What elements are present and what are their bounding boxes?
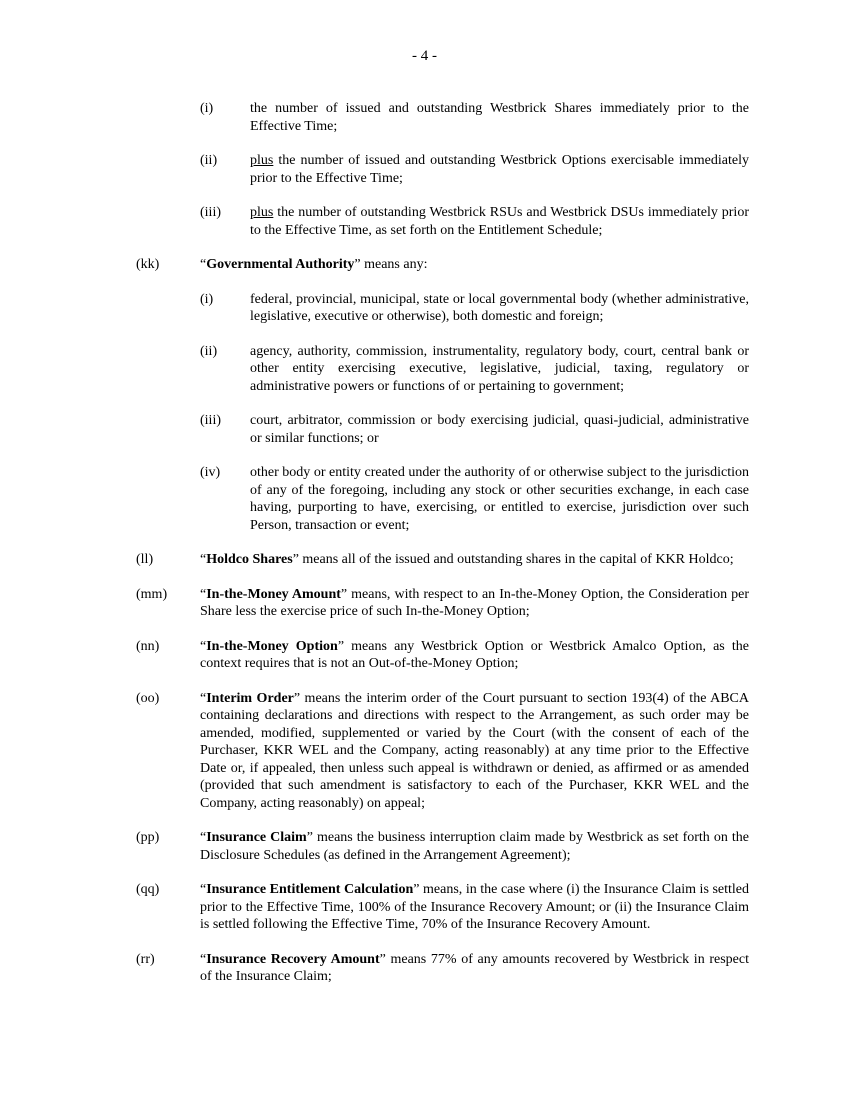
definition-qq bbox=[0, 881, 849, 934]
definition-label: (oo) bbox=[136, 690, 160, 706]
definition-text: “Interim Order” means the interim order of the Court pursuant to section 193(4) of the ABCA containing declarations and directions with respect to the Arrangement, as such order may be amended, modified, supplemented or varied by the Court (with the consent of each of the Purchaser, KKR WEL and the Company, acting reasonably) at any time prior to the Effective Date or, if appealed, then unless such appeal is withdrawn or denied, as affirmed or as amended (provided that such amendment is satisfactory to each of the Purchaser, KKR WEL and the Company, acting reasonably) on appeal; bbox=[200, 690, 749, 811]
subitem-label: (ii) bbox=[200, 153, 218, 168]
top-subitem-ii bbox=[0, 152, 849, 187]
defined-term: In-the-Money Option bbox=[206, 638, 338, 654]
definition-label: (kk) bbox=[136, 257, 160, 272]
definition-label: (rr) bbox=[136, 951, 155, 967]
definition-rr bbox=[0, 951, 849, 986]
page-number: - 4 - bbox=[412, 48, 437, 64]
definition-mm bbox=[0, 586, 849, 621]
subitem-iii bbox=[0, 412, 849, 447]
subitem-text: plus the number of issued and outstanding Westbrick Options exercisable immediately prior to the Effective Time; bbox=[250, 153, 749, 186]
definition-text: “Insurance Claim” means the business interruption claim made by Westbrick as set forth on the Disclosure Schedules (as defined in the Arrangement Agreement); bbox=[200, 830, 750, 863]
subitem-text: the number of issued and outstanding Westbrick Shares immediately prior to the Effective Time; bbox=[250, 101, 749, 134]
definition-text: “Insurance Recovery Amount” means 77% of any amounts recovered by Westbrick in respect of the Insurance Claim; bbox=[200, 951, 749, 984]
definition-label: (mm) bbox=[136, 586, 168, 602]
subitem-label: (iv) bbox=[200, 465, 221, 480]
subitem-label: (iii) bbox=[200, 205, 221, 220]
document-body bbox=[0, 100, 849, 1003]
subitem-text: court, arbitrator, commission or body exercising judicial, quasi-judicial, administrative or similar functions; or bbox=[250, 413, 749, 446]
definition-text: “In-the-Money Amount” means, with respect to an In-the-Money Option, the Consideration per Share less the exercise price of such In-the-Money Option; bbox=[200, 586, 750, 619]
subitem-iv bbox=[0, 464, 849, 534]
definition-label: (nn) bbox=[136, 638, 160, 654]
subitem-text: agency, authority, commission, instrumentality, regulatory body, court, central bank or other entity exercising executive, legislative, judicial, taxing, regulatory or administrative powers or functions of or pertaining to government; bbox=[250, 343, 749, 394]
definition-kk bbox=[0, 256, 849, 534]
subitem-i bbox=[0, 291, 849, 326]
subitem-text: plus the number of outstanding Westbrick RSUs and Westbrick DSUs immediately prior to the Effective Time, as set forth on the Entitlement Schedule; bbox=[250, 205, 749, 238]
defined-term: Insurance Entitlement Calculation bbox=[206, 882, 414, 897]
definition-label: (qq) bbox=[136, 882, 160, 897]
subitem-text: federal, provincial, municipal, state or local governmental body (whether administrative, legislative, executive or otherwise), both domestic and foreign; bbox=[250, 291, 749, 324]
defined-term: Insurance Recovery Amount bbox=[206, 951, 380, 967]
definition-text: “Holdco Shares” means all of the issued and outstanding shares in the capital of KKR Holdco; bbox=[200, 552, 734, 567]
definition-oo bbox=[0, 690, 849, 813]
subitem-ii bbox=[0, 343, 849, 396]
definition-ll bbox=[0, 551, 849, 569]
defined-term: Holdco Shares bbox=[206, 552, 293, 567]
subitem-label: (i) bbox=[200, 101, 214, 116]
plus-underlined: plus bbox=[250, 205, 274, 220]
top-subitem-iii bbox=[0, 204, 849, 239]
defined-term: Insurance Claim bbox=[206, 830, 307, 845]
definition-text: “In-the-Money Option” means any Westbrick Option or Westbrick Amalco Option, as the context requires that is not an Out-of-the-Money Option; bbox=[200, 638, 749, 671]
definition-label: (pp) bbox=[136, 830, 160, 845]
defined-term: Interim Order bbox=[206, 690, 294, 706]
subitem-label: (i) bbox=[200, 291, 214, 307]
top-subitem-i bbox=[0, 100, 849, 135]
definition-text: “Insurance Entitlement Calculation” means, in the case where (i) the Insurance Claim is settled prior to the Effective Time, 100% of the Insurance Recovery Amount; or (ii) the Insurance Claim is settled following the Effective Time, 70% of the Insurance Recovery Amount. bbox=[200, 882, 749, 932]
definition-text: “Governmental Authority” means any: bbox=[200, 257, 428, 272]
governmental-authority-subitems bbox=[0, 291, 849, 535]
subitem-text: other body or entity created under the authority of or otherwise subject to the jurisdiction of any of the foregoing, including any stock or other securities exchange, in each case having, purporting to have, exercising, or entitled to exercise, jurisdiction over such Person, transaction or event; bbox=[250, 465, 749, 533]
defined-term: In-the-Money Amount bbox=[206, 586, 341, 602]
definition-label: (ll) bbox=[136, 552, 154, 567]
subitem-label: (ii) bbox=[200, 343, 218, 359]
definition-nn bbox=[0, 638, 849, 673]
defined-term: Governmental Authority bbox=[206, 257, 355, 272]
definition-pp bbox=[0, 829, 849, 864]
plus-underlined: plus bbox=[250, 153, 274, 168]
subitem-label: (iii) bbox=[200, 413, 221, 428]
